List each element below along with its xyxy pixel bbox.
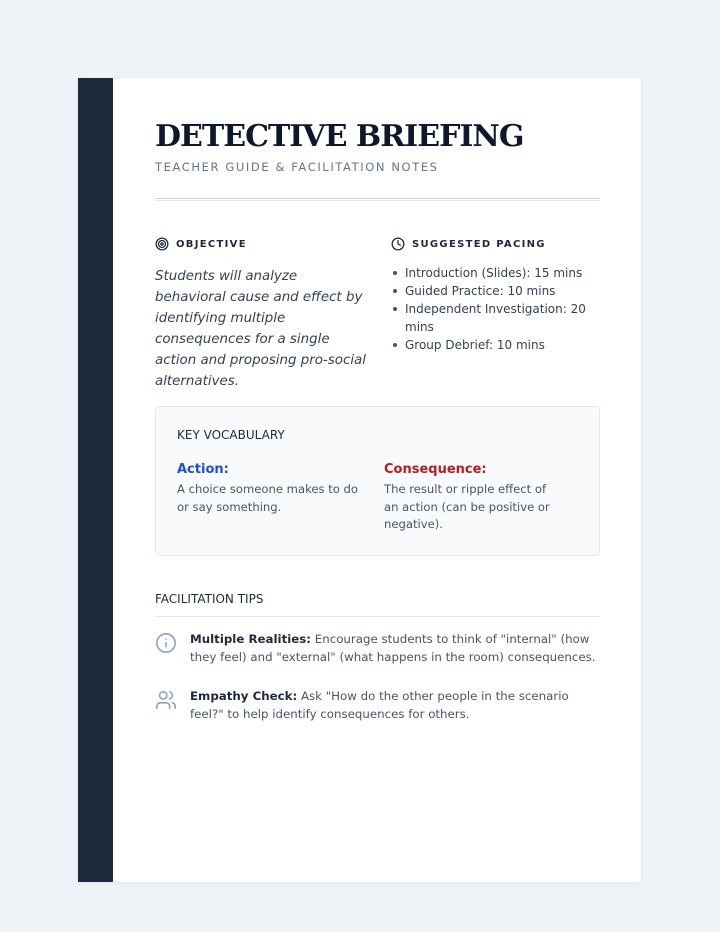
pacing-heading [391, 237, 546, 251]
tip-body: Ask "How do the other people in the scenario feel?" to help identify consequences for others. [190, 689, 569, 721]
tip-text [190, 630, 600, 666]
tip-text [190, 687, 600, 723]
document-spine [78, 78, 113, 882]
tip-label: Empathy Check: [190, 689, 298, 703]
vocab-term-consequence: Consequence: [384, 462, 487, 477]
page-subtitle: TEACHER GUIDE & FACILITATION NOTES [155, 160, 439, 174]
pacing-heading-label: SUGGESTED PACING [412, 238, 546, 250]
list-item: Group Debrief: 10 mins [391, 336, 596, 354]
target-icon [155, 237, 169, 251]
tips-divider [155, 616, 600, 617]
document-page [78, 78, 641, 882]
objective-heading [155, 237, 247, 251]
vocabulary-card [155, 406, 600, 556]
objective-heading-label: OBJECTIVE [176, 238, 247, 250]
pacing-list [391, 264, 596, 354]
list-item: Introduction (Slides): 15 mins [391, 264, 596, 282]
users-icon [155, 689, 177, 711]
tip-body: Encourage students to think of "internal" (how they feel) and "external" (what happens in the room) consequences. [190, 632, 596, 664]
vocab-definition-consequence: The result or ripple effect of an action (can be positive or negative). [384, 482, 550, 531]
vocabulary-heading: KEY VOCABULARY [177, 428, 285, 442]
info-icon [155, 632, 177, 654]
header-divider [155, 198, 600, 201]
vocab-definition-action: A choice someone makes to do or say something. [177, 482, 358, 514]
page-title: DETECTIVE BRIEFING [155, 119, 524, 154]
list-item: Independent Investigation: 20 mins [391, 300, 596, 336]
vocab-term-action: Action: [177, 462, 229, 477]
tip-label: Multiple Realities: [190, 632, 312, 646]
list-item: Guided Practice: 10 mins [391, 282, 596, 300]
objective-text: Students will analyze behavioral cause and effect by identifying multiple consequences for a single action and proposing pro-social alternatives. [155, 269, 366, 389]
clock-icon [391, 237, 405, 251]
tips-heading: FACILITATION TIPS [155, 592, 264, 606]
